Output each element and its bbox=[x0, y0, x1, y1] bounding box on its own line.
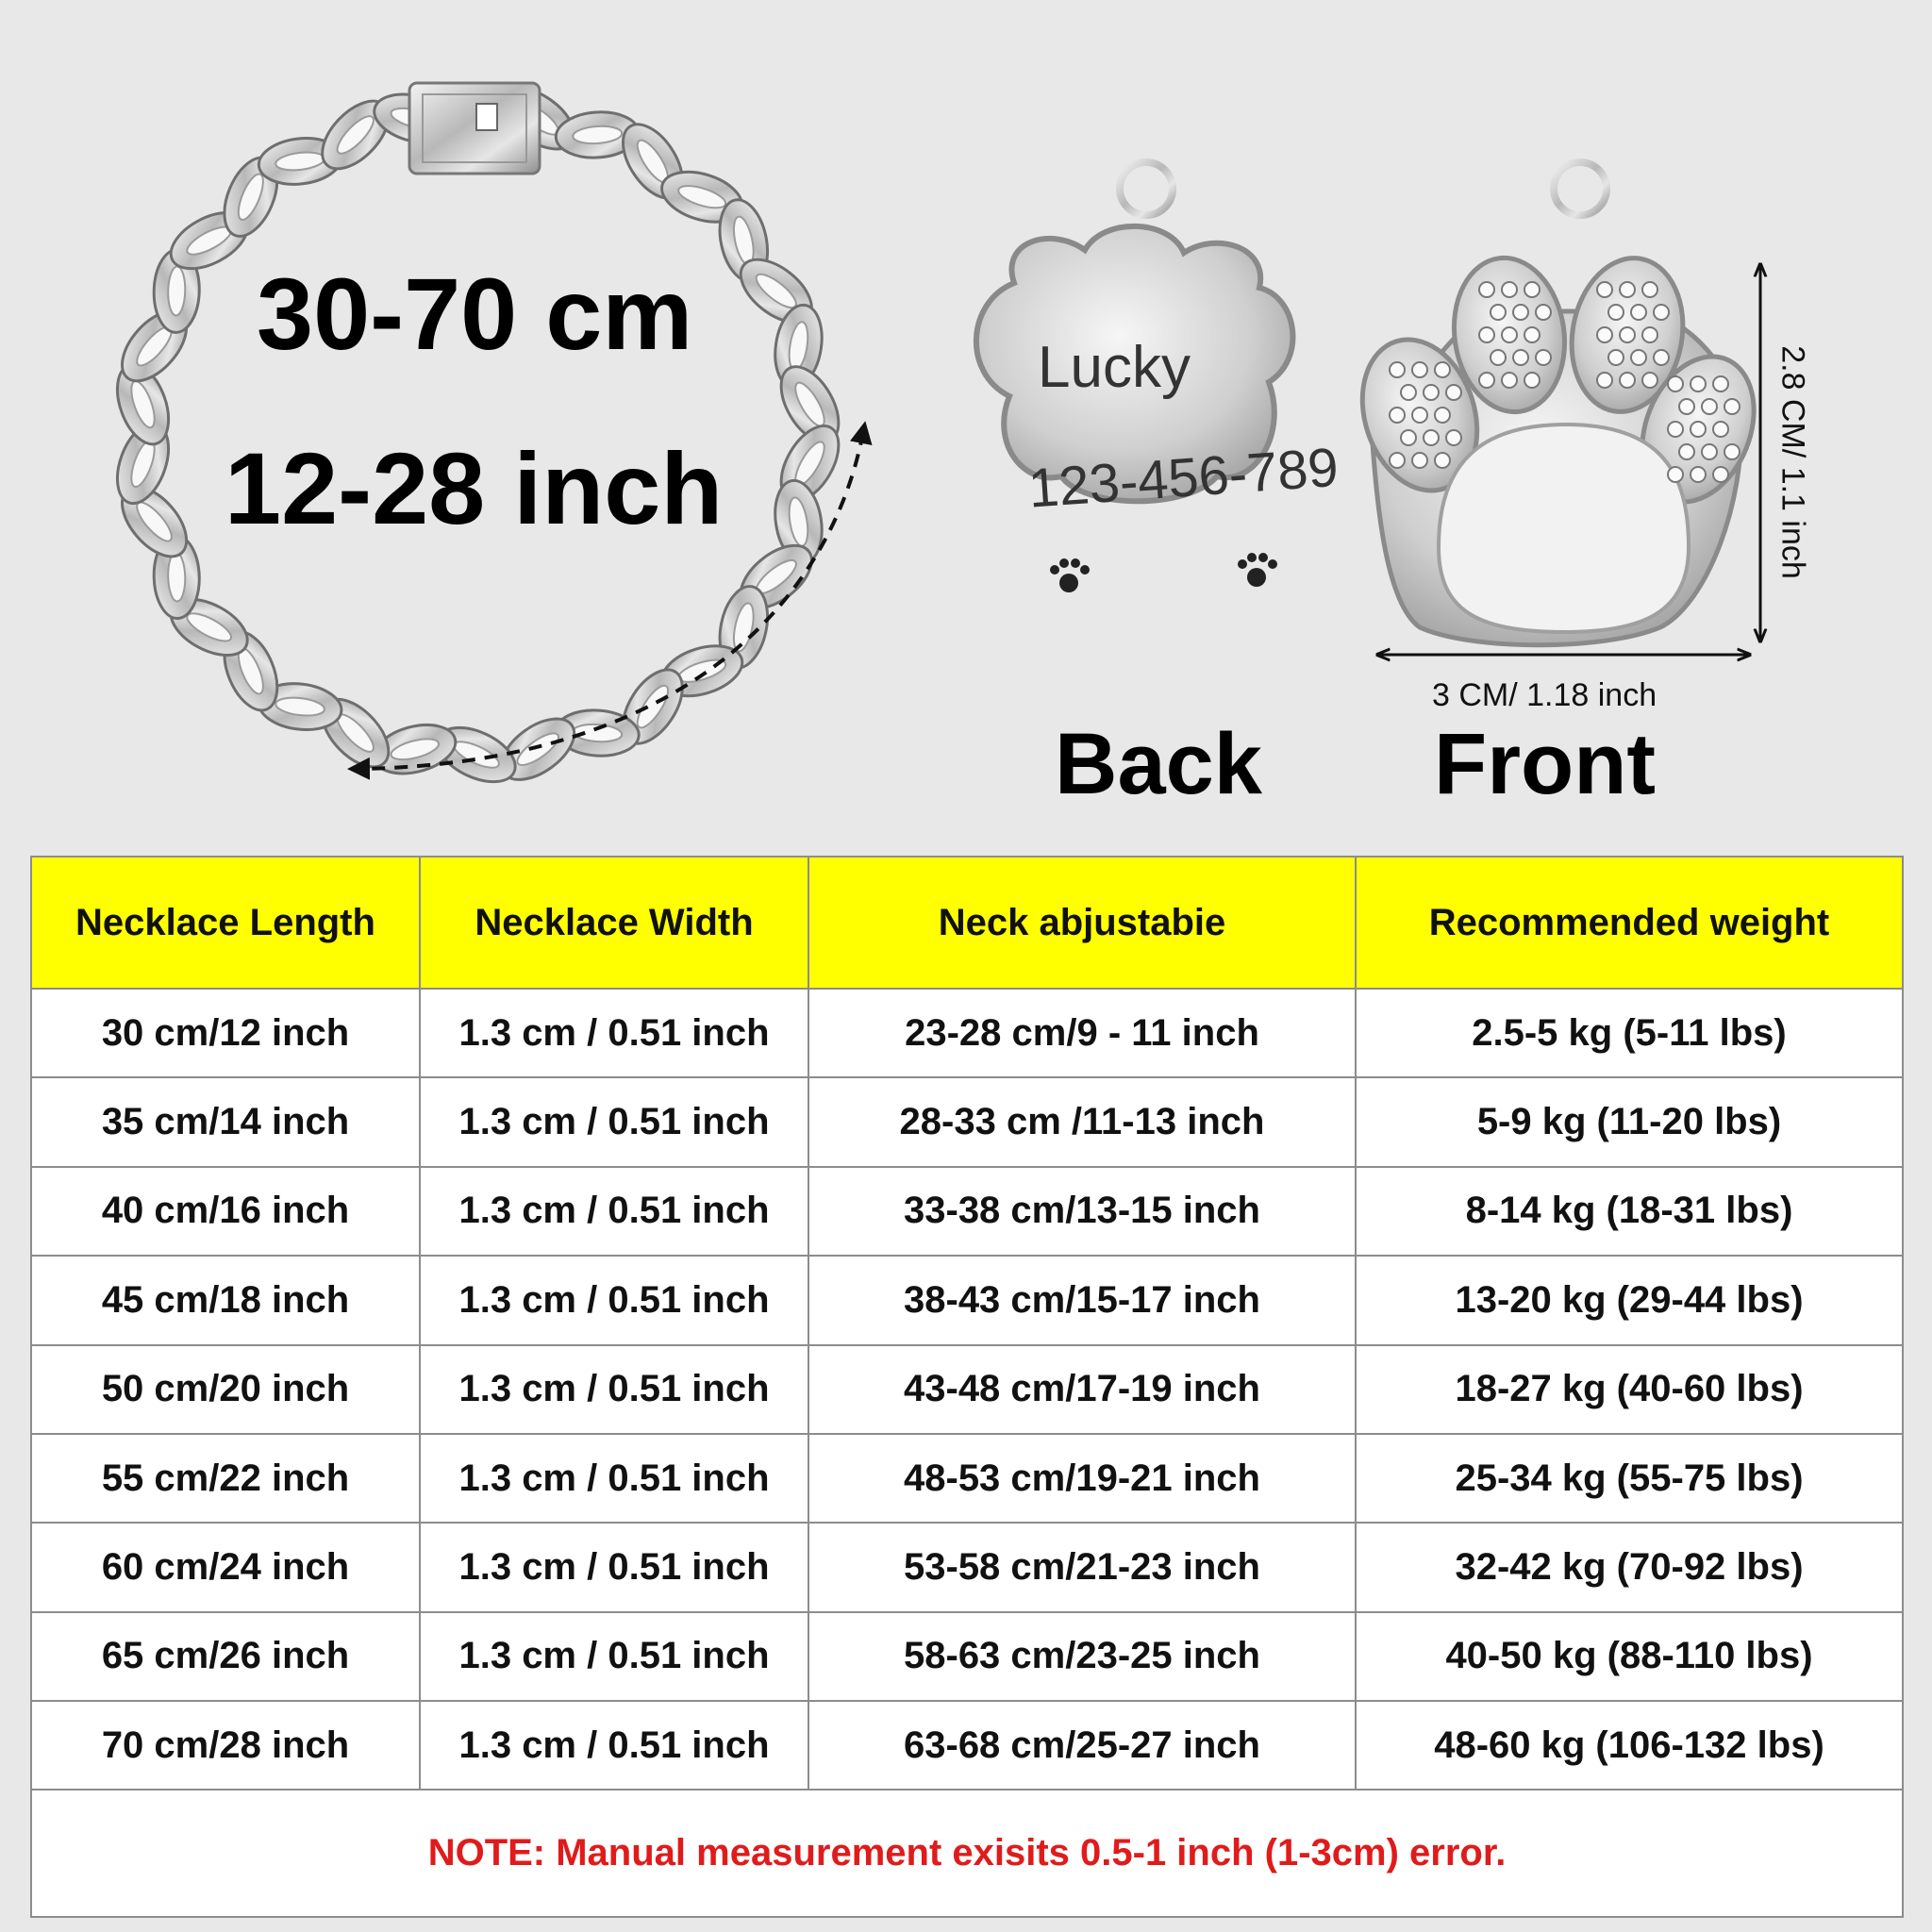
length-cm-range: 30-70 cm bbox=[257, 257, 693, 371]
rhinestone bbox=[1424, 430, 1439, 445]
cell-width: 1.3 cm / 0.51 inch bbox=[420, 989, 808, 1077]
paw-print-icon bbox=[1238, 553, 1277, 587]
rhinestone bbox=[1424, 385, 1439, 400]
cell-width: 1.3 cm / 0.51 inch bbox=[420, 1434, 808, 1523]
table-row bbox=[31, 1077, 1903, 1166]
chain-clasp bbox=[409, 83, 540, 174]
rhinestone bbox=[1631, 305, 1646, 320]
cell-weight: 13-20 kg (29-44 lbs) bbox=[1356, 1256, 1903, 1344]
rhinestone bbox=[1654, 305, 1669, 320]
rhinestone bbox=[1724, 399, 1740, 414]
cell-neck: 43-48 cm/17-19 inch bbox=[808, 1345, 1356, 1434]
rhinestone bbox=[1608, 305, 1624, 320]
cell-width: 1.3 cm / 0.51 inch bbox=[420, 1345, 808, 1434]
cell-weight: 2.5-5 kg (5-11 lbs) bbox=[1356, 989, 1903, 1077]
rhinestone bbox=[1654, 350, 1669, 365]
rhinestone bbox=[1679, 444, 1694, 459]
rhinestone bbox=[1513, 305, 1528, 320]
rhinestone bbox=[1524, 373, 1540, 388]
cell-neck: 38-43 cm/15-17 inch bbox=[808, 1256, 1356, 1344]
rhinestone bbox=[1631, 350, 1646, 365]
cell-weight: 32-42 kg (70-92 lbs) bbox=[1356, 1523, 1903, 1611]
cell-width: 1.3 cm / 0.51 inch bbox=[420, 1167, 808, 1256]
header-necklace-length: Necklace Length bbox=[31, 857, 420, 989]
rhinestone bbox=[1690, 376, 1706, 391]
cell-weight: 48-60 kg (106-132 lbs) bbox=[1356, 1701, 1903, 1790]
cell-length: 30 cm/12 inch bbox=[31, 989, 420, 1077]
cell-width: 1.3 cm / 0.51 inch bbox=[420, 1612, 808, 1701]
table-row bbox=[31, 1612, 1903, 1701]
cell-length: 60 cm/24 inch bbox=[31, 1523, 420, 1611]
header-neck-adjustable: Neck abjustabie bbox=[808, 857, 1356, 989]
tag-back bbox=[976, 162, 1341, 592]
rhinestone bbox=[1390, 362, 1405, 377]
table-row bbox=[31, 989, 1903, 1077]
note-row bbox=[31, 1790, 1903, 1917]
cell-length: 55 cm/22 inch bbox=[31, 1434, 420, 1523]
rhinestone bbox=[1668, 422, 1683, 437]
rhinestone bbox=[1513, 350, 1528, 365]
rhinestone bbox=[1713, 467, 1728, 482]
cell-length: 40 cm/16 inch bbox=[31, 1167, 420, 1256]
rhinestone bbox=[1668, 376, 1683, 391]
cell-weight: 25-34 kg (55-75 lbs) bbox=[1356, 1434, 1903, 1523]
table-row bbox=[31, 1167, 1903, 1256]
header-recommended-weight: Recommended weight bbox=[1356, 857, 1903, 989]
table-row bbox=[31, 1523, 1903, 1611]
rhinestone bbox=[1597, 373, 1612, 388]
rhinestone bbox=[1668, 467, 1683, 482]
header-necklace-width: Necklace Width bbox=[420, 857, 808, 989]
cell-length: 70 cm/28 inch bbox=[31, 1701, 420, 1790]
rhinestone bbox=[1702, 399, 1717, 414]
back-label: Back bbox=[1055, 716, 1262, 812]
rhinestone bbox=[1491, 305, 1506, 320]
rhinestone bbox=[1642, 327, 1657, 342]
rhinestone bbox=[1479, 327, 1494, 342]
height-dimension-label: 2.8 CM/ 1.1 inch bbox=[1774, 345, 1811, 579]
cell-weight: 5-9 kg (11-20 lbs) bbox=[1356, 1077, 1903, 1166]
rhinestone bbox=[1642, 373, 1657, 388]
tag-back-phone: 123-456-789 bbox=[1026, 436, 1341, 520]
rhinestone bbox=[1435, 408, 1450, 423]
rhinestone bbox=[1536, 350, 1551, 365]
cell-neck: 58-63 cm/23-25 inch bbox=[808, 1612, 1356, 1701]
cell-neck: 48-53 cm/19-21 inch bbox=[808, 1434, 1356, 1523]
cell-width: 1.3 cm / 0.51 inch bbox=[420, 1256, 808, 1344]
size-chart-table bbox=[30, 856, 1904, 1918]
tag-front bbox=[1343, 162, 1774, 645]
rhinestone bbox=[1642, 282, 1657, 297]
table-header-row bbox=[31, 857, 1903, 989]
rhinestone bbox=[1524, 282, 1540, 297]
cell-weight: 8-14 kg (18-31 lbs) bbox=[1356, 1167, 1903, 1256]
rhinestone bbox=[1412, 408, 1427, 423]
product-hero bbox=[0, 0, 1932, 849]
rhinestone bbox=[1597, 327, 1612, 342]
cell-weight: 40-50 kg (88-110 lbs) bbox=[1356, 1612, 1903, 1701]
rhinestone bbox=[1435, 362, 1450, 377]
width-dimension-label: 3 CM/ 1.18 inch bbox=[1432, 677, 1657, 713]
rhinestone bbox=[1502, 282, 1517, 297]
rhinestone bbox=[1412, 362, 1427, 377]
rhinestone bbox=[1401, 430, 1416, 445]
length-inch-range: 12-28 inch bbox=[225, 431, 724, 545]
rhinestone bbox=[1690, 422, 1706, 437]
rhinestone bbox=[1502, 373, 1517, 388]
cell-weight: 18-27 kg (40-60 lbs) bbox=[1356, 1345, 1903, 1434]
chain-link-stones bbox=[168, 266, 186, 315]
cell-length: 65 cm/26 inch bbox=[31, 1612, 420, 1701]
front-label: Front bbox=[1434, 716, 1657, 812]
rhinestone bbox=[1491, 350, 1506, 365]
cell-width: 1.3 cm / 0.51 inch bbox=[420, 1523, 808, 1611]
cell-width: 1.3 cm / 0.51 inch bbox=[420, 1701, 808, 1790]
tag-back-name: Lucky bbox=[1038, 335, 1191, 400]
rhinestone bbox=[1713, 422, 1728, 437]
chain-link-stones bbox=[168, 552, 186, 601]
paw-print-icon bbox=[1050, 558, 1090, 592]
rhinestone bbox=[1446, 385, 1461, 400]
table-row bbox=[31, 1256, 1903, 1344]
rhinestone bbox=[1679, 399, 1694, 414]
rhinestone bbox=[1724, 444, 1740, 459]
measurement-note: NOTE: Manual measurement exisits 0.5-1 inch (1-3cm) error. bbox=[31, 1790, 1903, 1917]
rhinestone bbox=[1479, 282, 1494, 297]
rhinestone bbox=[1390, 453, 1405, 468]
table-row bbox=[31, 1345, 1903, 1434]
rhinestone bbox=[1479, 373, 1494, 388]
rhinestone bbox=[1620, 327, 1635, 342]
rhinestone bbox=[1435, 453, 1450, 468]
rhinestone bbox=[1620, 282, 1635, 297]
rhinestone bbox=[1412, 453, 1427, 468]
rhinestone bbox=[1524, 327, 1540, 342]
cell-neck: 53-58 cm/21-23 inch bbox=[808, 1523, 1356, 1611]
rhinestone bbox=[1608, 350, 1624, 365]
cell-width: 1.3 cm / 0.51 inch bbox=[420, 1077, 808, 1166]
cell-length: 50 cm/20 inch bbox=[31, 1345, 420, 1434]
cell-length: 35 cm/14 inch bbox=[31, 1077, 420, 1166]
cell-length: 45 cm/18 inch bbox=[31, 1256, 420, 1344]
rhinestone bbox=[1713, 376, 1728, 391]
rhinestone bbox=[1401, 385, 1416, 400]
rhinestone bbox=[1390, 408, 1405, 423]
table-row bbox=[31, 1434, 1903, 1523]
rhinestone bbox=[1702, 444, 1717, 459]
cell-neck: 33-38 cm/13-15 inch bbox=[808, 1167, 1356, 1256]
rhinestone bbox=[1502, 327, 1517, 342]
rhinestone bbox=[1620, 373, 1635, 388]
cell-neck: 23-28 cm/9 - 11 inch bbox=[808, 989, 1356, 1077]
rhinestone bbox=[1690, 467, 1706, 482]
rhinestone bbox=[1446, 430, 1461, 445]
rhinestone bbox=[1597, 282, 1612, 297]
rhinestone bbox=[1536, 305, 1551, 320]
cell-neck: 63-68 cm/25-27 inch bbox=[808, 1701, 1356, 1790]
cell-neck: 28-33 cm /11-13 inch bbox=[808, 1077, 1356, 1166]
table-row bbox=[31, 1701, 1903, 1790]
